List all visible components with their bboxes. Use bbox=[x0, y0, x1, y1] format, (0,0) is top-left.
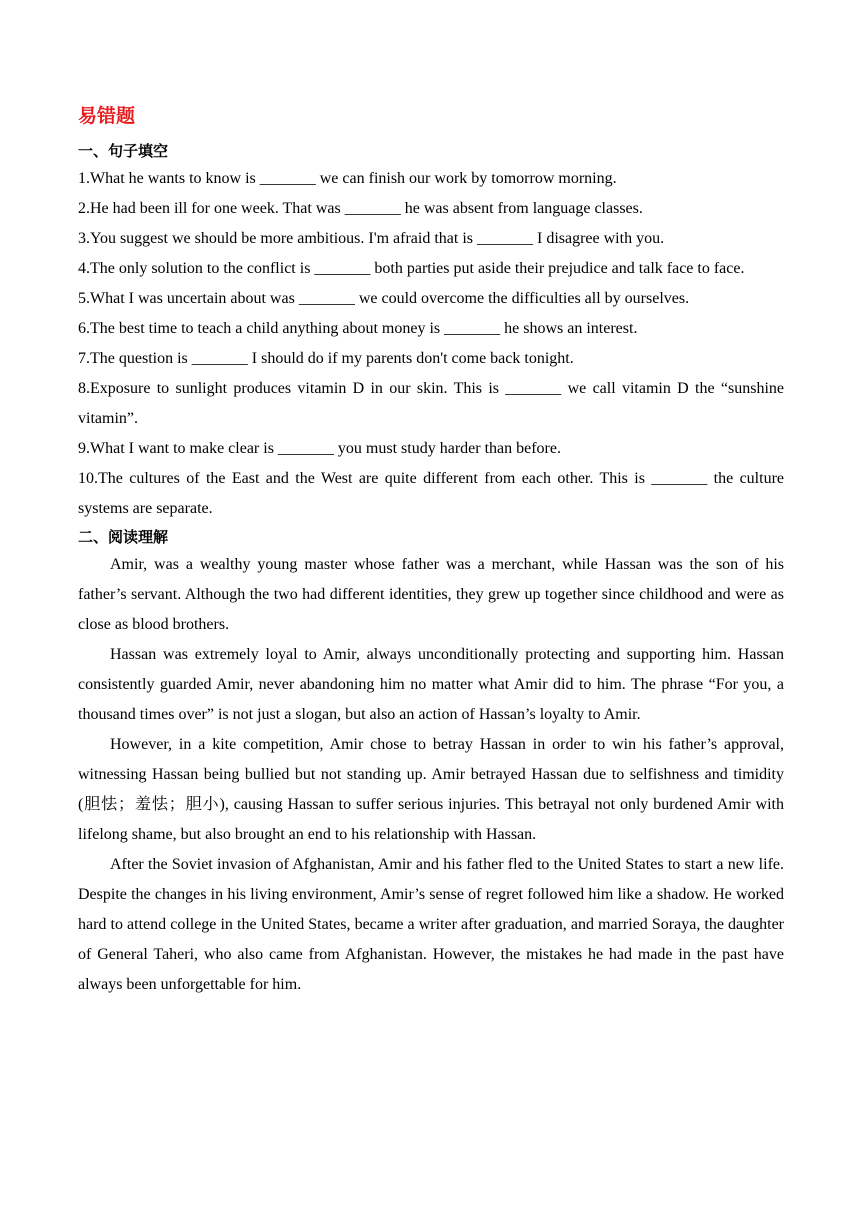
question-item: 7.The question is _______ I should do if my parents don't come back tonight. bbox=[78, 350, 574, 367]
question-item: 1.What he wants to know is _______ we can finish our work by tomorrow morning. bbox=[78, 170, 617, 187]
question-item: 6.The best time to teach a child anything about money is _______ he shows an interest. bbox=[78, 320, 638, 337]
reading-passage bbox=[78, 550, 784, 1000]
section-heading-sentence-completion: 一、句子填空 bbox=[78, 142, 169, 160]
passage-paragraph: However, in a kite competition, Amir chose to betray Hassan in order to win his father’s approval, witnessing Hassan being bullied but not standing up. Amir betrayed Hassan due to selfishness and timidity (胆怯；羞怯；胆小), causing Hassan to suffer serious injuries. This betrayal not only burdened Amir with lifelong shame, but also brought an end to his relationship with Hassan. bbox=[78, 736, 784, 843]
passage-paragraph: Amir, was a wealthy young master whose father was a merchant, while Hassan was the son of his father’s servant. Although the two had different identities, they grew up together since childhood and were as close as blood brothers. bbox=[78, 556, 784, 633]
question-item: 4.The only solution to the conflict is _______ both parties put aside their prejudice and talk face to face. bbox=[78, 260, 745, 277]
question-item: 9.What I want to make clear is _______ you must study harder than before. bbox=[78, 440, 561, 457]
question-item: 5.What I was uncertain about was _______ we could overcome the difficulties all by ourselves. bbox=[78, 290, 690, 307]
passage-paragraph: Hassan was extremely loyal to Amir, always unconditionally protecting and supporting him. Hassan consistently guarded Amir, never abandoning him no matter what Amir did to him. The phrase “For you, a thousand times over” is not just a slogan, but also an action of Hassan’s loyalty to Amir. bbox=[78, 646, 784, 723]
passage-paragraph: After the Soviet invasion of Afghanistan, Amir and his father fled to the United States to start a new life. Despite the changes in his living environment, Amir’s sense of regret followed him like a shadow. He worked hard to attend college in the United States, became a writer after graduation, and married Soraya, the daughter of General Taheri, who also came from Afghanistan. However, the mistakes he had made in the past have always been unforgettable for him. bbox=[78, 856, 784, 993]
section-heading-reading-comprehension: 二、阅读理解 bbox=[78, 528, 169, 546]
question-item: 2.He had been ill for one week. That was _______ he was absent from language classes. bbox=[78, 200, 643, 217]
document-page bbox=[78, 100, 784, 1000]
document-title: 易错题 bbox=[78, 105, 136, 127]
question-item: 10.The cultures of the East and the West are quite different from each other. This is _______ the culture systems are separate. bbox=[78, 470, 784, 517]
question-item: 8.Exposure to sunlight produces vitamin D in our skin. This is _______ we call vitamin D the “sunshine vitamin”. bbox=[78, 380, 784, 427]
question-list bbox=[78, 164, 784, 524]
question-item: 3.You suggest we should be more ambitious. I'm afraid that is _______ I disagree with you. bbox=[78, 230, 665, 247]
